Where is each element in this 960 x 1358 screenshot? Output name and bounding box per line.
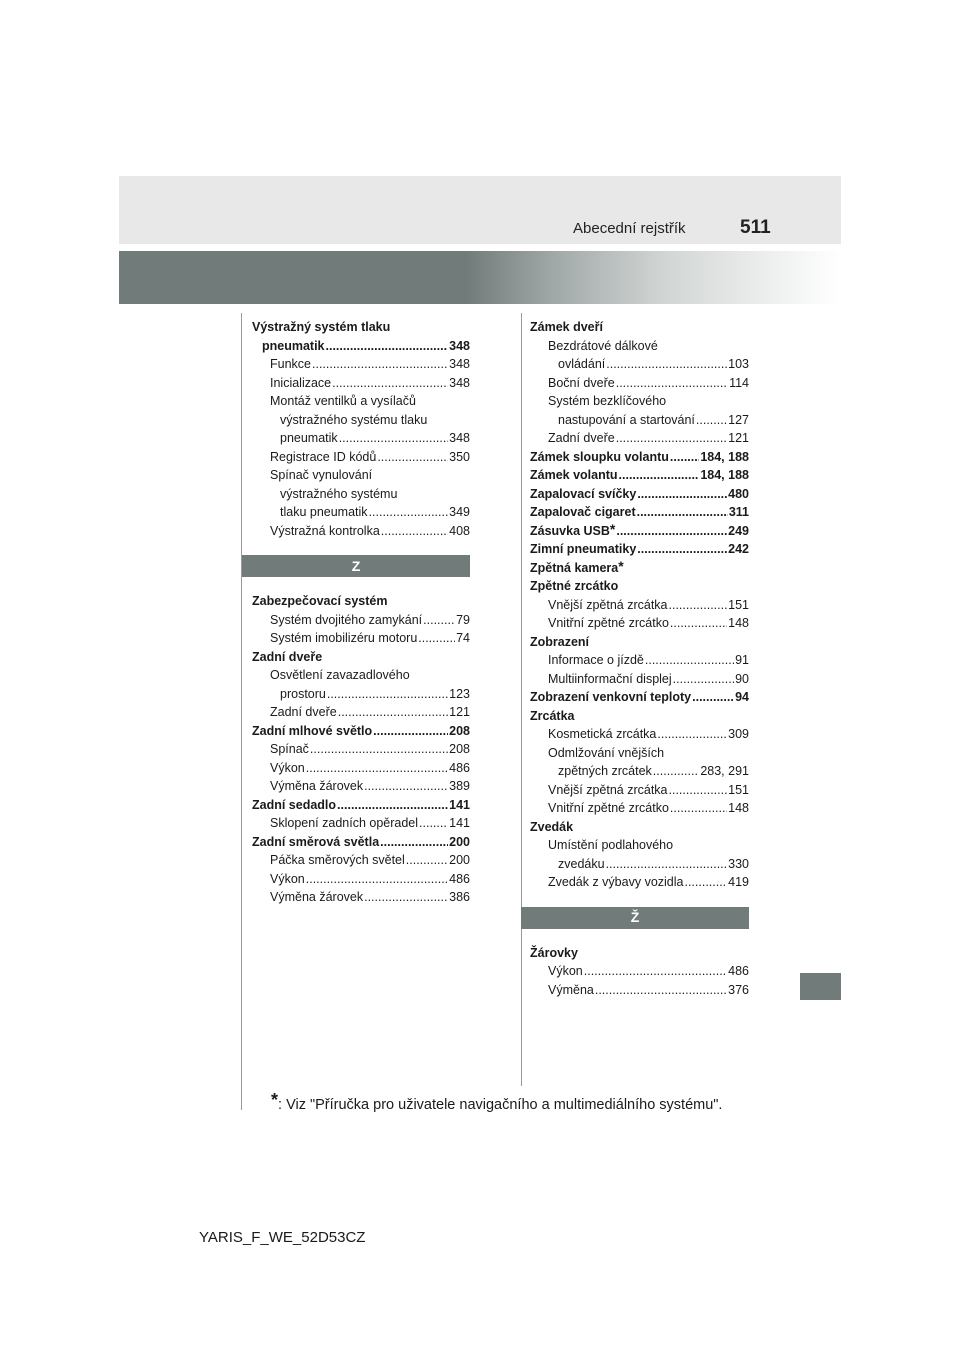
index-entry-page: 480 bbox=[728, 486, 749, 501]
index-entry-term: pneumatik bbox=[262, 338, 325, 353]
footnote-marker: * bbox=[271, 1090, 279, 1110]
index-entry-term: Vnější zpětná zrcátka bbox=[548, 597, 668, 612]
index-entry: Zásuvka USB * ..... 249 bbox=[530, 522, 749, 541]
dot-leader bbox=[377, 448, 448, 467]
index-column-left bbox=[252, 318, 470, 907]
dot-leader bbox=[418, 629, 455, 648]
index-entry-term: Zadní mlhové světlo bbox=[252, 723, 373, 738]
index-entry-term: Zámek sloupku volantu bbox=[530, 449, 669, 464]
index-entry bbox=[530, 762, 749, 781]
index-entry-term: Systém dvojitého zamykání bbox=[270, 612, 423, 627]
index-entry-page: 249 bbox=[728, 523, 749, 538]
dot-leader bbox=[364, 888, 448, 907]
index-entry-term: Zadní sedadlo bbox=[252, 797, 337, 812]
index-entry bbox=[252, 429, 470, 448]
index-entry-page: 114 bbox=[729, 375, 749, 390]
column-divider-middle bbox=[521, 313, 522, 1086]
index-entry bbox=[252, 888, 470, 907]
dot-leader bbox=[606, 355, 727, 374]
index-entry bbox=[530, 670, 749, 689]
page-header-title: Abecední rejstřík bbox=[573, 220, 686, 237]
index-entry-term: Zapalovač cigaret bbox=[530, 505, 636, 519]
index-entry-term: Zrcátka bbox=[530, 708, 575, 723]
index-entry bbox=[252, 485, 470, 504]
index-entry-page: 151 bbox=[728, 782, 749, 797]
letter-heading: Ž bbox=[521, 907, 749, 929]
dot-leader bbox=[637, 503, 728, 522]
dot-leader bbox=[332, 374, 448, 393]
index-entry bbox=[530, 466, 749, 485]
index-entry-page: 184, 188 bbox=[700, 468, 749, 482]
index-entry-page: 486 bbox=[728, 964, 749, 978]
index-entry-page: 148 bbox=[728, 616, 749, 630]
dot-leader bbox=[669, 596, 728, 615]
index-entry-term: zvedáku bbox=[558, 856, 605, 871]
dot-leader bbox=[616, 429, 727, 448]
index-entry bbox=[252, 392, 470, 411]
index-entry bbox=[252, 796, 470, 815]
index-entry bbox=[252, 611, 470, 630]
dot-leader bbox=[696, 411, 727, 430]
index-entry-page: 348 bbox=[449, 338, 470, 353]
index-column-right bbox=[530, 318, 749, 999]
index-entry bbox=[252, 522, 470, 541]
index-entry-term: Zámek volantu bbox=[530, 468, 618, 482]
index-entry-term: Žárovky bbox=[530, 945, 578, 960]
index-entry bbox=[530, 392, 749, 411]
index-entry bbox=[530, 485, 749, 504]
index-entry-term: Zobrazení venkovní teploty bbox=[530, 690, 692, 704]
index-entry-page: 311 bbox=[728, 505, 749, 519]
dot-leader bbox=[423, 611, 455, 630]
index-entry-term: Zámek dveří bbox=[530, 320, 603, 334]
index-entry-term: Umístění podlahového bbox=[548, 838, 674, 852]
index-entry bbox=[252, 337, 470, 356]
index-entry bbox=[530, 374, 749, 393]
index-entry bbox=[530, 688, 749, 707]
index-entry-term: Informace o jízdě bbox=[548, 653, 644, 667]
index-entry-page: 200 bbox=[449, 853, 470, 867]
index-entry-term: Výměna bbox=[548, 982, 594, 997]
index-entry-page: 74 bbox=[456, 631, 470, 645]
index-entry bbox=[252, 448, 470, 467]
index-entry bbox=[530, 744, 749, 763]
index-entry-page: 408 bbox=[449, 523, 470, 538]
section-gradient-band bbox=[119, 251, 841, 304]
index-entry bbox=[252, 592, 470, 611]
index-entry bbox=[530, 614, 749, 633]
index-entry-term: Zapalovací svíčky bbox=[530, 486, 637, 501]
dot-leader bbox=[616, 374, 728, 393]
index-entry-term: Zadní dveře bbox=[252, 649, 323, 664]
footnote-text: : Viz "Příručka pro uživatele navigačního a multimediálního systému". bbox=[278, 1097, 723, 1113]
index-entry-page: 350 bbox=[449, 449, 470, 464]
index-entry-term: Vnitřní zpětné zrcátko bbox=[548, 801, 669, 815]
index-entry bbox=[252, 833, 470, 852]
index-entry-term: pneumatik bbox=[280, 431, 338, 445]
dot-leader bbox=[369, 503, 449, 522]
index-entry bbox=[530, 725, 749, 744]
letter-heading: Z bbox=[242, 555, 470, 577]
dot-leader bbox=[327, 685, 448, 704]
index-entry-page: 141 bbox=[449, 797, 470, 812]
dot-leader bbox=[339, 429, 448, 448]
index-entry bbox=[252, 814, 470, 833]
index-entry-term: Výstražná kontrolka bbox=[270, 523, 380, 538]
index-entry-term: Vnější zpětná zrcátka bbox=[548, 782, 668, 797]
index-entry-page: 123 bbox=[449, 686, 470, 701]
index-entry-term: Výkon bbox=[548, 964, 583, 978]
page-number: 511 bbox=[740, 217, 771, 238]
index-entry-page: 94 bbox=[735, 690, 749, 704]
index-entry bbox=[530, 799, 749, 818]
index-entry bbox=[252, 703, 470, 722]
index-entry-term: Inicializace bbox=[270, 375, 332, 390]
index-entry bbox=[530, 355, 749, 374]
index-entry bbox=[252, 411, 470, 430]
index-entry bbox=[530, 707, 749, 726]
index-entry-term: Registrace ID kódů bbox=[270, 449, 377, 464]
index-entry bbox=[252, 355, 470, 374]
index-entry bbox=[530, 540, 749, 559]
dot-leader bbox=[670, 448, 699, 467]
index-entry-page: 79 bbox=[456, 612, 470, 627]
index-entry-page: 127 bbox=[728, 412, 749, 427]
index-entry-term: výstražného systému tlaku bbox=[280, 412, 428, 427]
dot-leader bbox=[692, 688, 734, 707]
index-entry bbox=[530, 651, 749, 670]
dot-leader bbox=[684, 873, 727, 892]
dot-leader bbox=[616, 522, 727, 541]
index-entry-term: Vnitřní zpětné zrcátko bbox=[548, 616, 669, 630]
index-entry bbox=[530, 633, 749, 652]
index-entry-term: Osvětlení zavazadlového bbox=[270, 668, 410, 682]
index-entry-page: 309 bbox=[728, 727, 749, 741]
dot-leader bbox=[653, 762, 700, 781]
index-entry-term: zpětných zrcátek bbox=[558, 764, 652, 778]
index-entry-page: 208 bbox=[449, 723, 470, 738]
index-entry-term: Kosmetická zrcátka bbox=[548, 727, 657, 741]
column-divider-left bbox=[241, 313, 242, 1110]
index-entry-term: ovládání bbox=[558, 357, 606, 371]
index-entry-page: 242 bbox=[728, 542, 749, 556]
index-entry-term: Zabezpečovací systém bbox=[252, 594, 388, 608]
index-entry bbox=[252, 374, 470, 393]
footnote bbox=[271, 1090, 723, 1114]
dot-leader bbox=[637, 485, 727, 504]
index-entry bbox=[252, 318, 470, 337]
dot-leader bbox=[373, 722, 448, 741]
index-entry bbox=[530, 855, 749, 874]
index-entry-term: Výkon bbox=[270, 760, 305, 775]
index-entry bbox=[252, 466, 470, 485]
index-entry-term: Bezdrátové dálkové bbox=[548, 338, 658, 353]
dot-leader bbox=[595, 981, 727, 1000]
index-entry-term: Výkon bbox=[270, 871, 305, 886]
index-entry-term: Multiinformační displej bbox=[548, 671, 672, 686]
dot-leader bbox=[606, 855, 728, 874]
dot-leader bbox=[326, 337, 449, 356]
index-entry: Zpětná kamera * bbox=[530, 559, 749, 578]
index-entry-page: 348 bbox=[449, 431, 470, 445]
dot-leader bbox=[380, 833, 448, 852]
dot-leader bbox=[584, 962, 727, 981]
dot-leader bbox=[406, 851, 448, 870]
index-entry bbox=[530, 944, 749, 963]
index-entry-page: 376 bbox=[728, 982, 749, 997]
index-entry-term: Zadní směrová světla bbox=[252, 834, 380, 849]
dot-leader bbox=[619, 466, 700, 485]
index-entry-term: Výměna žárovek bbox=[270, 890, 364, 904]
index-entry-term: Spínač bbox=[270, 742, 309, 756]
index-entry-term: Zvedák z výbavy vozidla bbox=[548, 875, 684, 889]
index-entry bbox=[530, 503, 749, 522]
index-entry-page: 386 bbox=[449, 890, 470, 904]
index-entry bbox=[530, 873, 749, 892]
index-entry-page: 184, 188 bbox=[700, 449, 749, 464]
index-entry-page: 348 bbox=[449, 375, 470, 390]
index-entry bbox=[530, 337, 749, 356]
dot-leader bbox=[669, 781, 728, 800]
index-entry-page: 208 bbox=[449, 742, 470, 756]
index-entry-term: Zadní dveře bbox=[270, 705, 337, 719]
dot-leader bbox=[645, 651, 734, 670]
index-entry-term: Zásuvka USB bbox=[530, 523, 610, 538]
index-entry bbox=[252, 722, 470, 741]
index-entry bbox=[252, 503, 470, 522]
index-entry-term: prostoru bbox=[280, 686, 326, 701]
index-entry-term: nastupování a startování bbox=[558, 412, 695, 427]
index-entry-page: 330 bbox=[728, 856, 749, 871]
index-entry-page: 486 bbox=[449, 871, 470, 886]
index-entry bbox=[252, 648, 470, 667]
index-entry bbox=[252, 740, 470, 759]
index-entry-term: Sklopení zadních opěradel bbox=[270, 816, 419, 830]
index-entry bbox=[530, 596, 749, 615]
index-entry-page: 90 bbox=[735, 671, 749, 686]
dot-leader bbox=[419, 814, 448, 833]
dot-leader bbox=[312, 355, 448, 374]
index-entry-page: 91 bbox=[735, 653, 749, 667]
index-entry-term: Systém imobilizéru motoru bbox=[270, 631, 418, 645]
index-entry bbox=[252, 685, 470, 704]
index-entry-term: Odmlžování vnějších bbox=[548, 745, 665, 760]
index-entry-page: 389 bbox=[449, 779, 470, 793]
index-entry bbox=[530, 429, 749, 448]
index-entry-page: 148 bbox=[728, 801, 749, 815]
index-entry-term: Zpětná kamera bbox=[530, 560, 619, 575]
index-entry bbox=[252, 851, 470, 870]
index-entry-term: Spínač vynulování bbox=[270, 468, 373, 482]
dot-leader bbox=[337, 796, 448, 815]
dot-leader bbox=[637, 540, 727, 559]
index-entry-term: Boční dveře bbox=[548, 375, 615, 390]
dot-leader bbox=[310, 740, 448, 759]
index-entry-term: Výměna žárovek bbox=[270, 779, 364, 793]
index-entry-page: 121 bbox=[449, 705, 470, 719]
index-entry-term: Zvedák bbox=[530, 819, 574, 834]
index-entry-term: Montáž ventilků a vysílačů bbox=[270, 394, 416, 408]
index-entry-page: 419 bbox=[728, 875, 749, 889]
dot-leader bbox=[670, 614, 727, 633]
index-entry bbox=[530, 577, 749, 596]
header-band bbox=[119, 176, 841, 244]
index-entry-term: Zimní pneumatiky bbox=[530, 542, 637, 556]
index-entry-page: 200 bbox=[449, 834, 470, 849]
index-entry-term: Funkce bbox=[270, 357, 311, 371]
index-entry bbox=[252, 666, 470, 685]
index-entry bbox=[252, 629, 470, 648]
index-entry-page: 349 bbox=[449, 505, 470, 519]
index-entry bbox=[530, 411, 749, 430]
index-entry bbox=[252, 777, 470, 796]
index-entry bbox=[252, 759, 470, 778]
index-entry-term: tlaku pneumatik bbox=[280, 505, 368, 519]
index-entry-term: Zpětné zrcátko bbox=[530, 579, 619, 593]
index-entry bbox=[252, 870, 470, 889]
document-code: YARIS_F_WE_52D53CZ bbox=[199, 1229, 366, 1246]
dot-leader bbox=[306, 759, 448, 778]
index-entry-page: 121 bbox=[728, 431, 749, 445]
dot-leader bbox=[673, 670, 734, 689]
dot-leader bbox=[381, 522, 448, 541]
index-entry-page: 486 bbox=[449, 760, 470, 775]
index-entry-term: Výstražný systém tlaku bbox=[252, 320, 391, 334]
index-entry bbox=[530, 962, 749, 981]
dot-leader bbox=[306, 870, 448, 889]
index-entry bbox=[530, 448, 749, 467]
dot-leader bbox=[670, 799, 727, 818]
index-entry-page: 151 bbox=[728, 597, 749, 612]
index-entry-term: Systém bezklíčového bbox=[548, 394, 667, 408]
index-entry-page: 348 bbox=[449, 357, 470, 371]
index-entry bbox=[530, 318, 749, 337]
index-entry-page: 283, 291 bbox=[700, 764, 749, 778]
dot-leader bbox=[657, 725, 727, 744]
index-entry-page: 103 bbox=[728, 357, 749, 371]
dot-leader bbox=[364, 777, 448, 796]
index-entry bbox=[530, 781, 749, 800]
dot-leader bbox=[338, 703, 448, 722]
index-entry-term: Zadní dveře bbox=[548, 431, 615, 445]
index-entry-term: Páčka směrových světel bbox=[270, 853, 405, 867]
index-entry-term: výstražného systému bbox=[280, 486, 398, 501]
index-entry-page: 141 bbox=[449, 816, 470, 830]
chapter-side-tab bbox=[800, 973, 841, 1000]
index-entry-term: Zobrazení bbox=[530, 634, 590, 649]
index-entry bbox=[530, 981, 749, 1000]
index-entry bbox=[530, 836, 749, 855]
index-entry bbox=[530, 818, 749, 837]
